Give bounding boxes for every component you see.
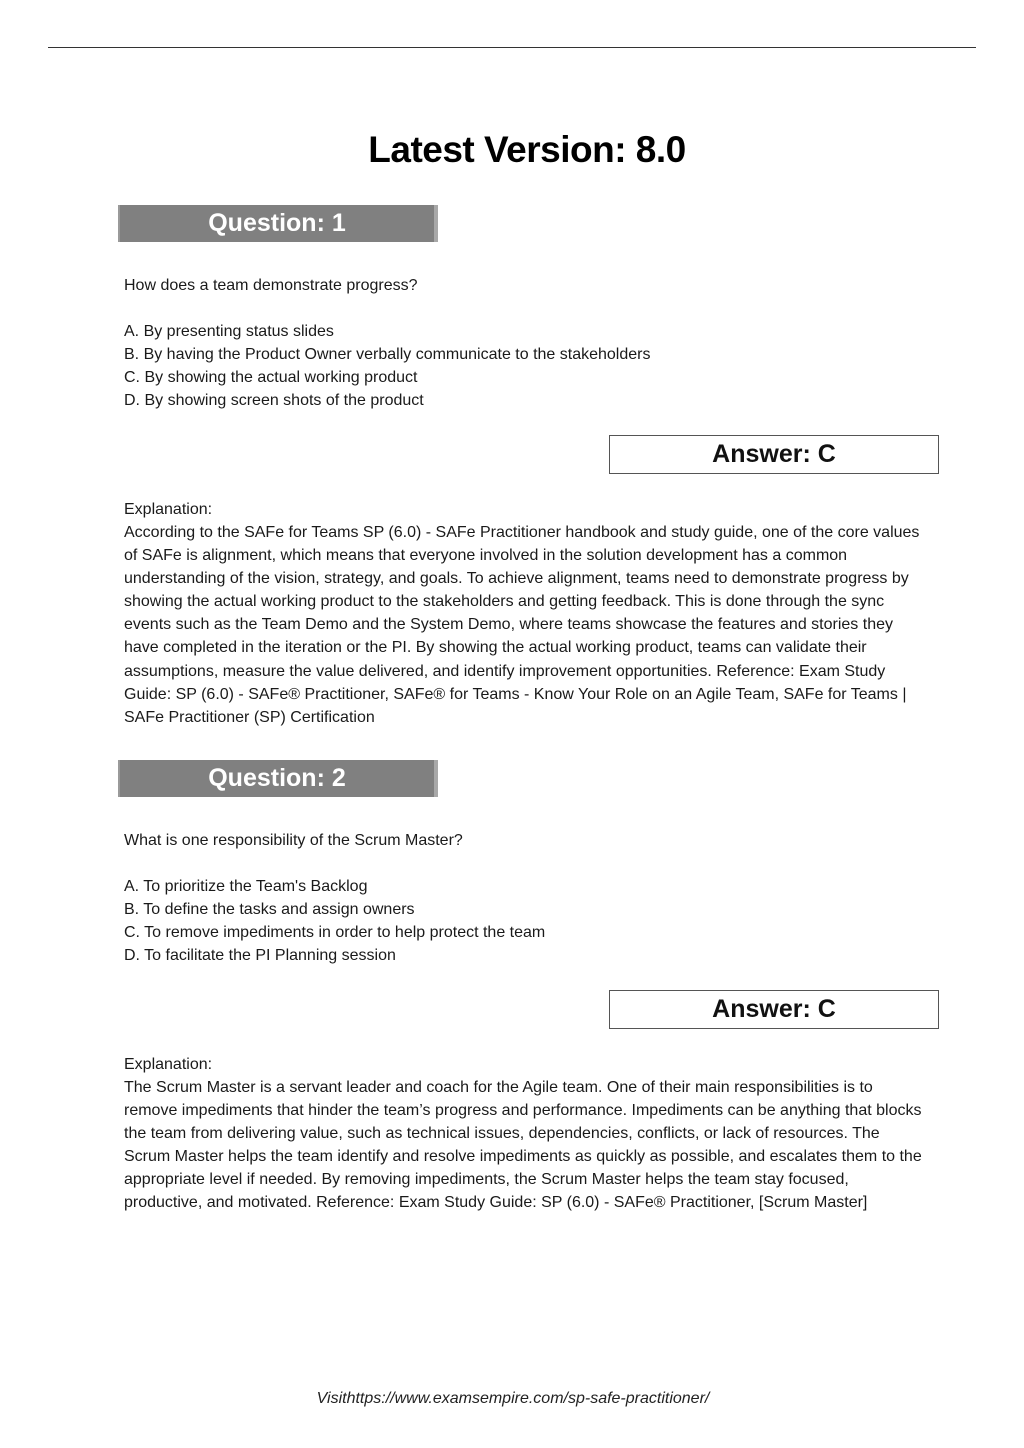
question-1-options bbox=[124, 320, 650, 412]
question-2-text: What is one responsibility of the Scrum Master? bbox=[124, 832, 463, 849]
question-2-options bbox=[124, 875, 545, 967]
footer-link[interactable]: Visithttps://www.examsempire.com/sp-safe-practitioner/ bbox=[316, 1390, 710, 1407]
question-2-heading: Question: 2 bbox=[118, 760, 438, 797]
question-2-explanation-label: Explanation: bbox=[124, 1056, 213, 1073]
question-2-option-a: A. To prioritize the Team's Backlog bbox=[124, 878, 368, 895]
question-2-answer: Answer: C bbox=[609, 990, 939, 1029]
question-2-explanation: The Scrum Master is a servant leader and coach for the Agile team. One of their main responsibilities is to remove impediments that hinder the team’s progress and performance. Impediments can be anything that blocks the team from delivering value, such as technical issues, dependencies, conflicts, or lack of resources. The Scrum Master helps the team identify and resolve impediments as quickly as possible, and escalates them to the appropriate level if needed. By removing impediments, the Scrum Master helps the team stay focused, productive, and motivated. Reference: Exam Study Guide: SP (6.0) - SAFe® Practitioner, [Scrum Master] bbox=[124, 1079, 922, 1212]
question-2-option-c: C. To remove impediments in order to help protect the team bbox=[124, 924, 546, 941]
top-divider bbox=[48, 47, 976, 48]
question-1-option-b: B. By having the Product Owner verbally communicate to the stakeholders bbox=[124, 346, 651, 363]
question-1-option-d: D. By showing screen shots of the product bbox=[124, 392, 424, 409]
question-1-option-a: A. By presenting status slides bbox=[124, 323, 334, 340]
question-2-option-d: D. To facilitate the PI Planning session bbox=[124, 947, 396, 964]
question-1-option-c: C. By showing the actual working product bbox=[124, 369, 418, 386]
question-1-answer: Answer: C bbox=[609, 435, 939, 474]
question-1-explanation: According to the SAFe for Teams SP (6.0) - SAFe Practitioner handbook and study guide, one of the core values of SAFe is alignment, which means that everyone involved in the solution development has a common understanding of the vision, strategy, and goals. To achieve alignment, teams need to demonstrate progress by showing the actual working product to the stakeholders and getting feedback. This is done through the sync events such as the Team Demo and the System Demo, where teams showcase the features and stories they have completed in the iteration or the PI. By showing the actual working product, teams can validate their assumptions, measure the value delivered, and identify improvement opportunities. Reference: Exam Study Guide: SP (6.0) - SAFe® Practitioner, SAFe® for Teams - Know Your Role on an Agile Team, SAFe for Teams | SAFe Practitioner (SP) Certification bbox=[124, 524, 920, 726]
question-1-explanation-label: Explanation: bbox=[124, 501, 213, 518]
question-1-text: How does a team demonstrate progress? bbox=[124, 277, 418, 294]
page-title: Latest Version: 8.0 bbox=[368, 129, 686, 170]
question-2-option-b: B. To define the tasks and assign owners bbox=[124, 901, 415, 918]
question-1-heading: Question: 1 bbox=[118, 205, 438, 242]
